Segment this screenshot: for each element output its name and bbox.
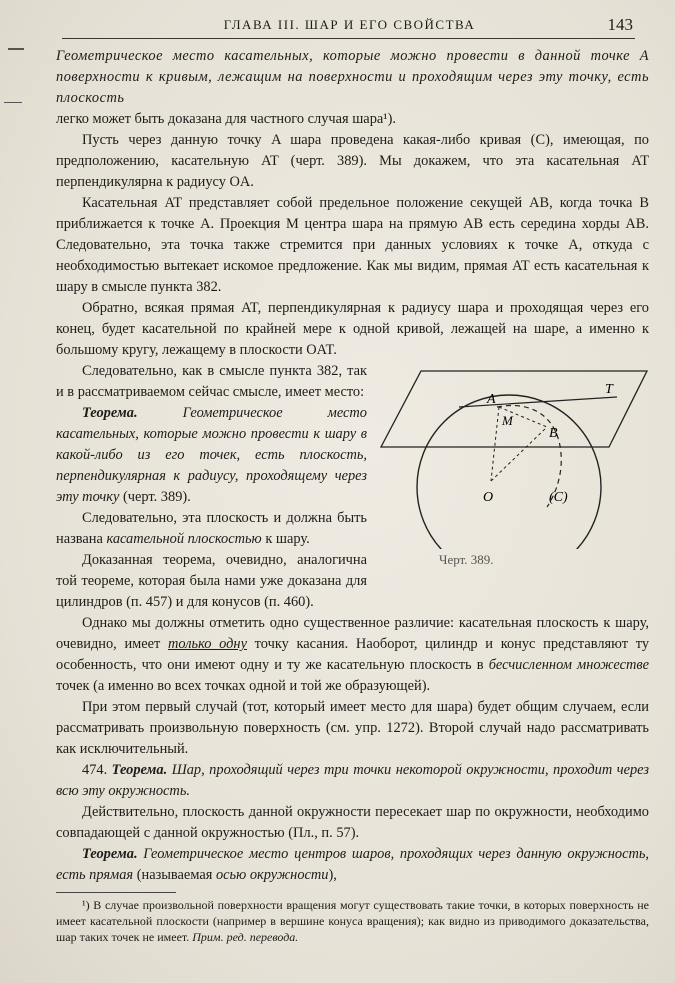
theorem-text: Геометрическое место центров шаров, проходящих через данную окружность, есть прямая [56,846,649,883]
paragraph: Действительно, плоскость данной окружности пересекает шар по окружности, необходимо совпадающей с данной окружностью (Пл., п. 57). [56,804,649,841]
label-b: B [549,426,558,441]
paragraph-text: Следовательно, эта плоскость и должна быть названа [56,510,367,547]
footnote-note: Прим. ред. перевода. [192,930,299,944]
page-header [60,12,639,38]
emphasis: бесчисленном множестве [488,657,649,673]
paragraph: Пусть через данную точку A шара проведена какая-либо кривая (C), имеющая, по предположению, касательную AT (черт. 389). Мы докажем, что эта касательная AT перпендикулярна к радиусу OA. [56,132,649,190]
theorem-heading: Теорема. [111,762,168,778]
paragraph-text: Однако мы должны отметить одно существенное различие: касательная плоскость к шару, очевидно, имеет [56,615,649,652]
paragraph-text: точек (а именно во всех точках одной и той же образующей). [56,678,431,694]
footnote-rule [56,892,176,893]
paragraph: Следовательно, как в смысле пункта 382, так и в рассматриваемом сейчас смысле, имеет место: [56,363,367,400]
paragraph: Доказанная теорема, очевидно, аналогична той теореме, которая была нами уже доказана для цилиндров (п. 457) и для конусов (п. 460). [56,552,367,610]
section-number: 474. [82,762,108,778]
section-474 [56,760,649,802]
paragraph-text: (называемая [136,867,213,883]
paragraph [56,46,649,109]
emphasis: касательной плоскостью [106,531,262,547]
paragraph: При этом первый случай (тот, который имеет место для шара) будет общим случаем, если рассматривать произвольную поверхность (см. упр. 1272). Второй случай надо рассматривать как исключительный. [56,699,649,757]
paragraph-text: к шару. [265,531,310,547]
figure-caption: Черт. 389. [439,552,494,567]
theorem-text: Шар, проходящий через три точки некоторой окружности, проходит через всю эту окружность. [56,762,649,799]
paragraph-text: ), [328,867,337,883]
emphasis: осью окружности [215,867,329,883]
label-c: (C) [549,490,568,505]
label-t: T [605,382,613,397]
figure-389 [379,369,649,569]
paragraph-text: Обратно, всякая прямая AT, перпендикулярная к радиусу шара и проходящая через его конец, будет касательной по крайней мере к одной кривой, лежащей на шаре, а именно к большому кругу, лежащему в плоскости OAT. [56,300,649,358]
footnote [56,897,649,945]
margin-mark [8,48,24,50]
label-a: A [487,392,496,407]
footnote-text: ¹) В случае произвольной поверхности вращения могут существовать такие точки, в которых поверхность не имеет касательной плоскости (например в вершине конуса вращения); как видно из приводимого доказательства, шар таких точек не имеет. [56,898,649,944]
theorem-heading: Теорема. [82,846,138,862]
paragraph [56,298,649,361]
margin-mark [4,102,22,103]
paragraph: легко может быть доказана для частного случая шара¹). [56,111,396,127]
running-title: ГЛАВА III. ШАР И ЕГО СВОЙСТВА [223,17,476,32]
theorem [56,844,649,886]
page-body [56,46,649,945]
sphere-tangent-diagram [379,369,649,549]
theorem-heading: Теорема. [82,405,138,421]
italic-statement: Геометрическое место касательных, которые можно провести в данной точке A поверхности к кривым, лежащим на поверхности и проходящим через эту точку, есть плоскость [56,48,649,106]
paragraph [56,613,649,697]
radius-ob [491,427,547,481]
figure-reference: (черт. 389). [122,489,191,505]
emphasis: только одну [168,636,247,652]
label-m: M [502,413,513,428]
page-number: 143 [607,15,633,34]
paragraph-text: точку касания. Наоборот, цилиндр и конус представляют ту особенность, что они имеют одну и ту же касательную плоскость в [56,636,650,673]
radius-oa [491,407,499,481]
paragraph: Касательная AT представляет собой предельное положение секущей AB, когда точка B приближается к точке A. Проекция M центра шара на прямую AB есть середина хорды AB. Следовательно, эта точка также стремится при данных условиях к точке A, откуда с необходимостью вытекает искомое предложение. Как мы видим, прямая AT есть касательная к шару в смысле пункта 382. [56,195,649,295]
header-rule [62,38,635,39]
label-o: O [483,490,494,505]
theorem-text: Геометрическое место касательных, которые можно провести к шару в какой-либо из его точек, есть плоскость, перпендикулярная к радиусу, проходящему через эту точку [56,405,367,505]
